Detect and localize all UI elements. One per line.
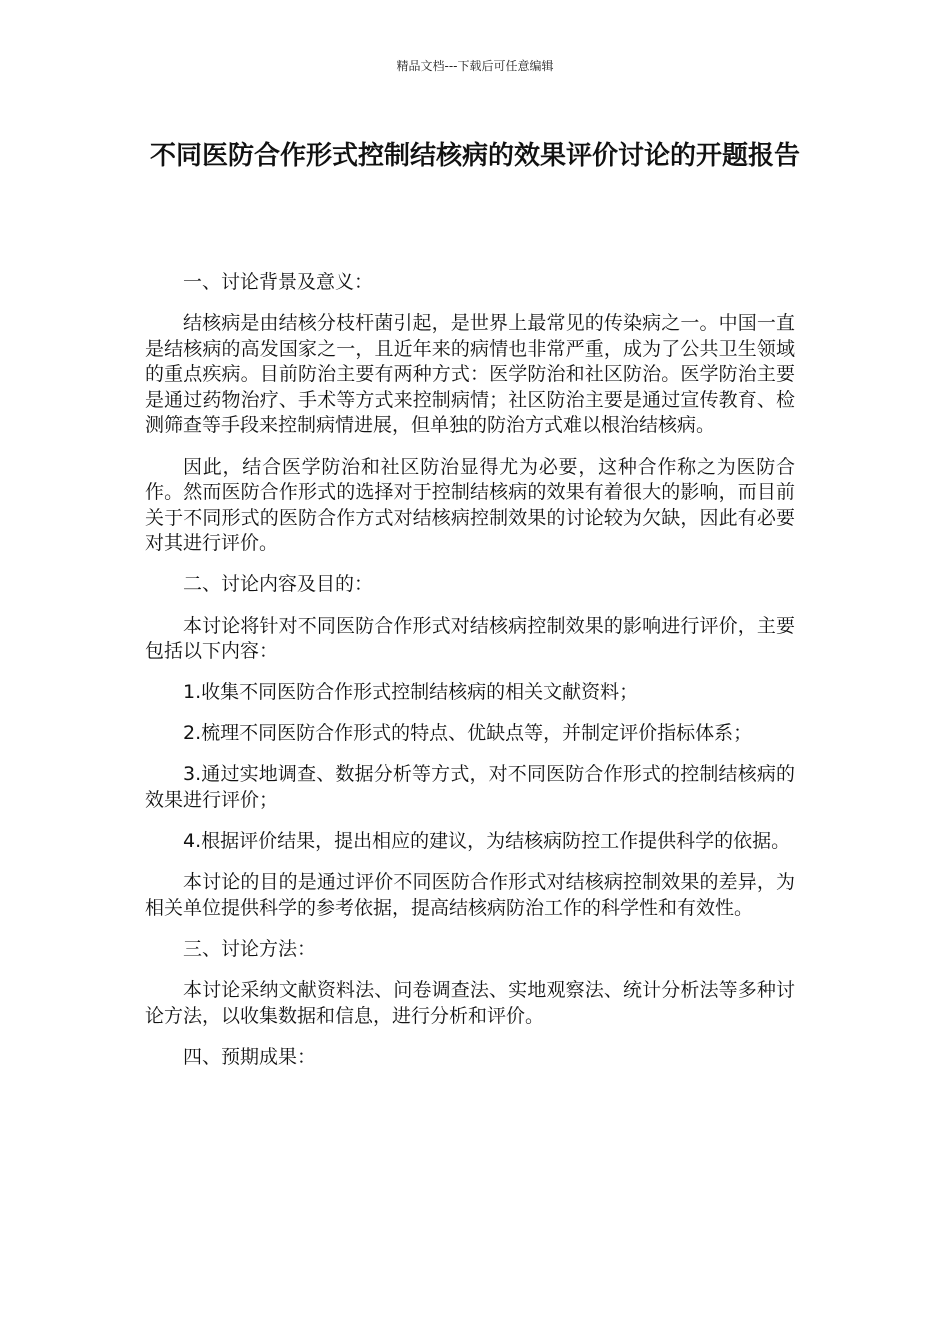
section-heading-background: 一、讨论背景及意义：	[183, 271, 374, 293]
section-heading-outcomes: 四、预期成果：	[183, 1045, 317, 1068]
list-item-4: 4.根据评价结果，提出相应的建议，为结核病防控工作提供科学的依据。	[183, 830, 791, 853]
header-note: 精品文档---下载后可任意编辑	[396, 59, 554, 73]
list-item-1: 1.收集不同医防合作形式控制结核病的相关文献资料；	[183, 681, 639, 704]
paragraph-methods: 本讨论采纳文献资料法、问卷调查法、实地观察法、统计分析法等多种讨论方法，以收集数据和信息，进行分析和评价。	[145, 978, 795, 1027]
list-item-3: 3.通过实地调查、数据分析等方式，对不同医防合作形式的控制结核病的效果进行评价；	[145, 763, 795, 811]
paragraph-purpose: 本讨论的目的是通过评价不同医防合作形式对结核病控制效果的差异，为相关单位提供科学的参考依据，提高结核病防治工作的科学性和有效性。	[145, 871, 795, 919]
document-body	[145, 270, 795, 1086]
document-title: 不同医防合作形式控制结核病的效果评价讨论的开题报告	[149, 141, 800, 171]
list-item-2: 2.梳理不同医防合作形式的特点、优缺点等，并制定评价指标体系；	[183, 722, 753, 745]
section-heading-methods: 三、讨论方法：	[183, 937, 317, 960]
section-heading-content: 二、讨论内容及目的：	[183, 573, 374, 596]
paragraph-background-1: 结核病是由结核分枝杆菌引起，是世界上最常见的传染病之一。中国一直是结核病的高发国家之一，且近年来的病情也非常严重，成为了公共卫生领域的重点疾病。目前防治主要有两种方式：医学防治和社区防治。医学防治主要是通过药物治疗、手术等方式来控制病情；社区防治主要是通过宣传教育、检测筛查等手段来控制病情进展，但单独的防治方式难以根治结核病。	[145, 312, 795, 437]
paragraph-background-2: 因此，结合医学防治和社区防治显得尤为必要，这种合作称之为医防合作。然而医防合作形式的选择对于控制结核病的效果有着很大的影响，而目前关于不同形式的医防合作方式对结核病控制效果的讨论较为欠缺，因此有必要对其进行评价。	[145, 455, 795, 555]
paragraph-content-intro: 本讨论将针对不同医防合作形式对结核病控制效果的影响进行评价，主要包括以下内容：	[145, 614, 795, 663]
